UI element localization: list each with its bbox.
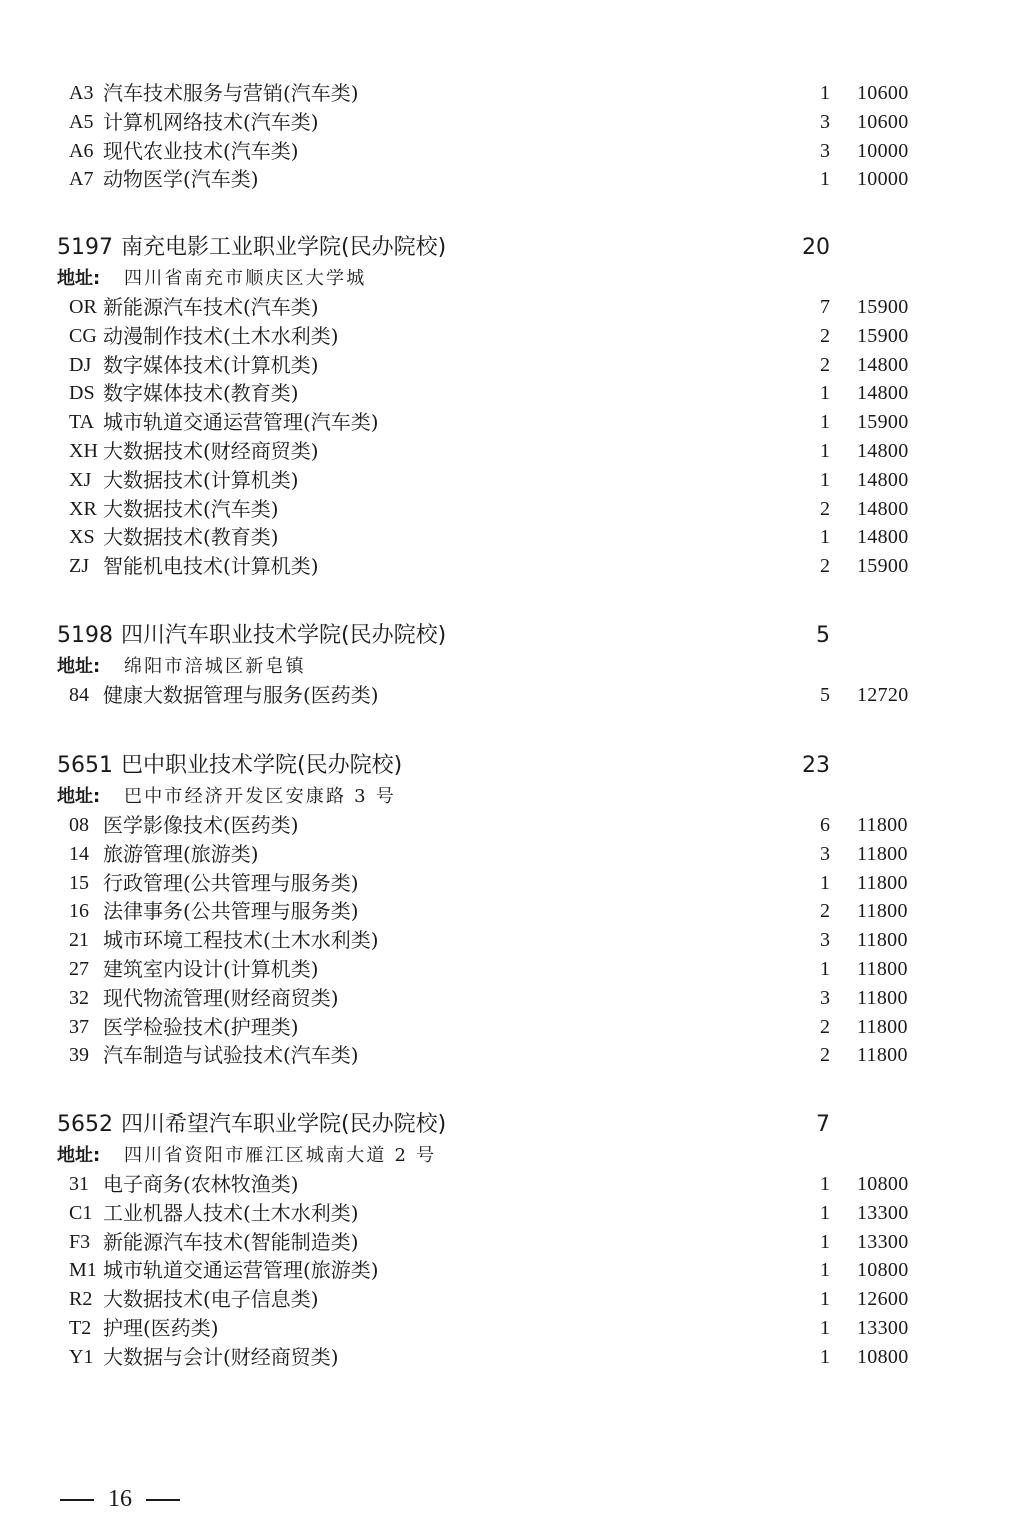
school-header — [0, 231, 1024, 265]
table-row — [0, 165, 1024, 194]
enrollment-count: 3 — [820, 139, 830, 162]
address-text: 四川省南充市顺庆区大学城 — [124, 268, 367, 289]
major-code: Y1 — [69, 1345, 94, 1368]
footer-dash-right — [146, 1499, 180, 1501]
enrollment-count: 1 — [820, 168, 830, 191]
tuition-fee: 11800 — [857, 900, 908, 923]
table-row — [0, 466, 1024, 495]
tuition-fee: 11800 — [857, 986, 908, 1009]
tuition-fee: 11800 — [857, 871, 908, 894]
enrollment-count: 2 — [820, 900, 830, 923]
enrollment-count: 1 — [820, 1173, 830, 1195]
tuition-fee: 15900 — [857, 324, 909, 347]
enrollment-count: 2 — [820, 1044, 830, 1067]
major-code: A7 — [69, 168, 94, 191]
major-code: A5 — [69, 110, 94, 133]
major-name: 工业机器人技术(土木水利类) — [103, 1200, 359, 1225]
major-name: 智能机电技术(计算机类) — [103, 554, 319, 579]
school-total: 5 — [816, 623, 830, 648]
school-total: 20 — [802, 235, 830, 260]
major-code: CG — [69, 324, 97, 347]
school-total: 7 — [816, 1112, 830, 1137]
tuition-fee: 10000 — [857, 168, 909, 191]
enrollment-count: 3 — [820, 110, 830, 133]
enrollment-count: 3 — [820, 842, 830, 865]
table-row — [0, 869, 1024, 898]
tuition-fee: 11800 — [857, 842, 908, 865]
school-name: 巴中职业技术学院(民办院校) — [121, 753, 403, 778]
table-row — [0, 897, 1024, 926]
page-number: 16 — [108, 1486, 132, 1512]
major-name: 新能源汽车技术(汽车类) — [103, 295, 319, 319]
major-name: 数字媒体技术(计算机类) — [103, 352, 319, 377]
address-label: 地址: — [57, 656, 101, 677]
enrollment-count: 3 — [820, 986, 830, 1009]
enrollment-count: 1 — [820, 439, 830, 462]
tuition-fee: 11800 — [857, 1015, 908, 1038]
major-name: 动漫制作技术(土木水利类) — [103, 323, 339, 348]
table-row — [0, 408, 1024, 437]
enrollment-count: 2 — [820, 555, 830, 578]
major-name: 新能源汽车技术(智能制造类) — [103, 1229, 359, 1254]
major-code: XH — [69, 439, 98, 462]
table-row — [0, 926, 1024, 955]
tuition-fee: 10600 — [857, 82, 909, 104]
major-code: 37 — [69, 1015, 89, 1038]
school-section — [0, 749, 1024, 1070]
major-name: 护理(医药类) — [103, 1315, 219, 1340]
table-row — [0, 811, 1024, 840]
major-code: 21 — [69, 929, 89, 952]
major-name: 大数据技术(教育类) — [103, 525, 279, 550]
tuition-fee: 10800 — [857, 1259, 909, 1282]
address-text: 巴中市经济开发区安康路 3 号 — [124, 786, 396, 807]
major-code: 08 — [69, 814, 89, 836]
address-label: 地址: — [57, 1145, 101, 1166]
tuition-fee: 14800 — [857, 526, 909, 549]
major-name: 大数据技术(财经商贸类) — [103, 438, 319, 463]
enrollment-count: 1 — [820, 526, 830, 549]
tuition-fee: 15900 — [857, 555, 909, 578]
table-row — [0, 79, 1024, 108]
tuition-fee: 11800 — [857, 929, 908, 952]
major-name: 动物医学(汽车类) — [103, 167, 259, 192]
enrollment-count: 6 — [820, 814, 830, 836]
tuition-fee: 14800 — [857, 468, 909, 491]
major-name: 法律事务(公共管理与服务类) — [103, 899, 359, 924]
table-row — [0, 840, 1024, 869]
major-code: DJ — [69, 353, 92, 376]
table-row — [0, 955, 1024, 984]
table-row — [0, 1013, 1024, 1042]
major-code: 15 — [69, 871, 89, 894]
tuition-fee: 14800 — [857, 382, 909, 405]
enrollment-count: 2 — [820, 324, 830, 347]
address-text: 四川省资阳市雁江区城南大道 2 号 — [124, 1145, 437, 1166]
table-row — [0, 379, 1024, 408]
major-name: 健康大数据管理与服务(医药类) — [103, 683, 379, 707]
school-id: 5197 — [57, 235, 113, 260]
major-name: 医学检验技术(护理类) — [103, 1014, 299, 1039]
tuition-fee: 10600 — [857, 110, 909, 133]
tuition-fee: 10800 — [857, 1173, 909, 1195]
school-total: 23 — [802, 753, 830, 778]
enrollment-count: 1 — [820, 468, 830, 491]
major-code: C1 — [69, 1201, 93, 1224]
major-code: XS — [69, 526, 95, 549]
tuition-fee: 14800 — [857, 353, 909, 376]
major-name: 城市轨道交通运营管理(旅游类) — [103, 1258, 379, 1283]
major-name: 建筑室内设计(计算机类) — [103, 956, 319, 981]
school-header — [0, 749, 1024, 783]
tuition-fee: 11800 — [857, 814, 908, 836]
major-code: XJ — [69, 468, 92, 491]
enrollment-count: 5 — [820, 684, 830, 706]
page-footer — [60, 1482, 180, 1516]
enrollment-count: 1 — [820, 411, 830, 434]
table-row — [0, 1256, 1024, 1285]
school-section — [0, 1108, 1024, 1372]
enrollment-count: 1 — [820, 1201, 830, 1224]
table-row — [0, 552, 1024, 581]
school-address — [0, 653, 1024, 681]
major-code: ZJ — [69, 555, 89, 578]
school-address — [0, 1142, 1024, 1170]
tuition-fee: 15900 — [857, 296, 909, 318]
school-id: 5651 — [57, 753, 113, 778]
address-label: 地址: — [57, 268, 101, 289]
enrollment-count: 1 — [820, 382, 830, 405]
major-code: 14 — [69, 842, 89, 865]
tuition-fee: 11800 — [857, 957, 908, 980]
major-name: 旅游管理(旅游类) — [103, 841, 259, 866]
enrollment-count: 7 — [820, 296, 830, 318]
enrollment-count: 1 — [820, 1288, 830, 1311]
school-address — [0, 265, 1024, 293]
tuition-fee: 12600 — [857, 1288, 909, 1311]
major-name: 计算机网络技术(汽车类) — [103, 109, 319, 134]
school-id: 5198 — [57, 623, 113, 648]
table-row — [0, 437, 1024, 466]
table-row — [0, 137, 1024, 166]
table-row — [0, 1314, 1024, 1343]
school-name: 南充电影工业职业学院(民办院校) — [121, 235, 447, 260]
tuition-fee: 15900 — [857, 411, 909, 434]
major-code: M1 — [69, 1259, 97, 1282]
enrollment-count: 1 — [820, 1259, 830, 1282]
tuition-fee: 13300 — [857, 1316, 909, 1339]
school-header — [0, 619, 1024, 653]
tuition-fee: 13300 — [857, 1201, 909, 1224]
major-name: 大数据技术(计算机类) — [103, 467, 299, 492]
major-code: T2 — [69, 1316, 92, 1339]
school-id: 5652 — [57, 1112, 113, 1137]
table-row — [0, 293, 1024, 322]
major-code: F3 — [69, 1230, 91, 1253]
school-name: 四川希望汽车职业学院(民办院校) — [121, 1112, 447, 1137]
table-row — [0, 1199, 1024, 1228]
major-code: XR — [69, 497, 97, 520]
enrollment-count: 1 — [820, 82, 830, 104]
tuition-fee: 14800 — [857, 439, 909, 462]
major-name: 现代农业技术(汽车类) — [103, 138, 299, 163]
school-address — [0, 783, 1024, 811]
school-name: 四川汽车职业技术学院(民办院校) — [121, 623, 447, 648]
table-row — [0, 523, 1024, 552]
tuition-fee: 11800 — [857, 1044, 908, 1067]
footer-dash-left — [60, 1499, 94, 1501]
major-code: A3 — [69, 82, 94, 104]
major-name: 汽车技术服务与营销(汽车类) — [103, 81, 359, 105]
major-code: TA — [69, 411, 95, 434]
school-section — [0, 231, 1024, 581]
major-name: 数字媒体技术(教育类) — [103, 381, 299, 406]
major-code: 16 — [69, 900, 89, 923]
major-code: OR — [69, 296, 97, 318]
enrollment-count: 1 — [820, 871, 830, 894]
school-header — [0, 1108, 1024, 1142]
tuition-fee: 14800 — [857, 497, 909, 520]
major-name: 城市轨道交通运营管理(汽车类) — [103, 410, 379, 435]
enrollment-count: 3 — [820, 929, 830, 952]
major-name: 汽车制造与试验技术(汽车类) — [103, 1043, 359, 1068]
major-code: DS — [69, 382, 95, 405]
table-row — [0, 1228, 1024, 1257]
address-label: 地址: — [57, 786, 101, 807]
table-row — [0, 681, 1024, 710]
school-section — [0, 619, 1024, 710]
table-row — [0, 495, 1024, 524]
major-name: 电子商务(农林牧渔类) — [103, 1172, 299, 1196]
major-code: R2 — [69, 1288, 93, 1311]
major-name: 大数据技术(汽车类) — [103, 496, 279, 521]
enrollment-count: 1 — [820, 1230, 830, 1253]
table-row — [0, 108, 1024, 137]
major-name: 医学影像技术(医药类) — [103, 813, 299, 837]
major-name: 现代物流管理(财经商贸类) — [103, 985, 339, 1010]
table-row — [0, 322, 1024, 351]
major-code: 39 — [69, 1044, 89, 1067]
tuition-fee: 12720 — [857, 684, 909, 706]
enrollment-count: 2 — [820, 1015, 830, 1038]
major-code: A6 — [69, 139, 94, 162]
enrollment-count: 2 — [820, 497, 830, 520]
table-row — [0, 351, 1024, 380]
tuition-fee: 10800 — [857, 1345, 909, 1368]
major-name: 行政管理(公共管理与服务类) — [103, 870, 359, 895]
major-code: 31 — [69, 1173, 89, 1195]
major-code: 32 — [69, 986, 89, 1009]
table-row — [0, 1170, 1024, 1199]
enrollment-count: 1 — [820, 1316, 830, 1339]
major-code: 27 — [69, 957, 89, 980]
major-name: 大数据技术(电子信息类) — [103, 1287, 319, 1312]
table-row — [0, 984, 1024, 1013]
enrollment-count: 1 — [820, 957, 830, 980]
table-row — [0, 1343, 1024, 1372]
enrollment-count: 1 — [820, 1345, 830, 1368]
major-code: 84 — [69, 684, 89, 706]
enrollment-count: 2 — [820, 353, 830, 376]
major-name: 大数据与会计(财经商贸类) — [103, 1344, 339, 1369]
tuition-fee: 13300 — [857, 1230, 909, 1253]
tuition-fee: 10000 — [857, 139, 909, 162]
continued-entries — [0, 79, 1024, 194]
major-name: 城市环境工程技术(土木水利类) — [103, 928, 379, 953]
table-row — [0, 1041, 1024, 1070]
address-text: 绵阳市涪城区新皂镇 — [124, 656, 306, 677]
table-row — [0, 1285, 1024, 1314]
